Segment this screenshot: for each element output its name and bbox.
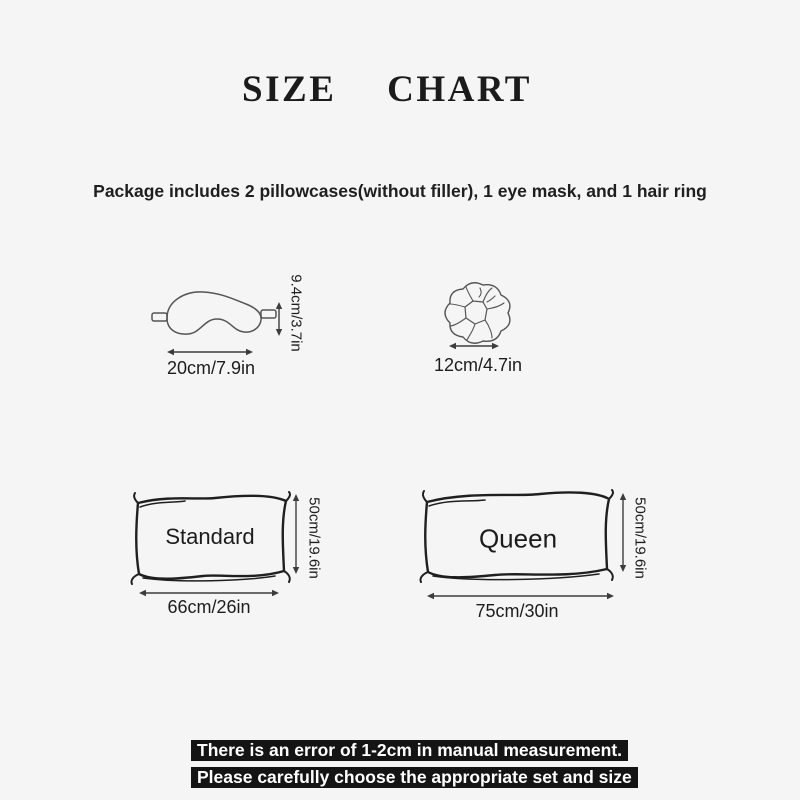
queen-pillow-height-label: 50cm/19.6in <box>631 497 649 579</box>
queen-pillow-label: Queen <box>478 523 558 554</box>
standard-pillow-width-label: 66cm/26in <box>167 597 251 617</box>
page-title: SIZE CHART <box>242 69 532 110</box>
measurement-error-note: There is an error of 1-2cm in manual measurement. <box>191 740 628 761</box>
hair-ring-outline <box>445 283 510 344</box>
eye-mask-outline <box>167 292 261 334</box>
queen-pillow-height-arrow <box>618 493 628 572</box>
eye-mask-width-label: 20cm/7.9in <box>166 358 256 378</box>
queen-pillow-width-arrow <box>427 591 614 601</box>
eye-mask-height-arrow <box>274 302 284 336</box>
hair-ring-width-label: 12cm/4.7in <box>433 355 523 375</box>
eye-mask-left-strap <box>152 313 167 321</box>
standard-pillow-label: Standard <box>165 524 255 549</box>
eye-mask-height-label: 9.4cm/3.7in <box>287 274 305 352</box>
hair-ring-folds <box>450 287 504 340</box>
standard-pillow-height-arrow <box>291 494 301 574</box>
eye-mask-illustration <box>150 288 278 344</box>
queen-pillow-width-label: 75cm/30in <box>475 601 559 621</box>
standard-pillow-height-label: 50cm/19.6in <box>305 497 323 579</box>
hair-ring-hole <box>465 301 487 324</box>
choose-size-note: Please carefully choose the appropriate set and size <box>191 767 638 788</box>
package-description: Package includes 2 pillowcases(without filler), 1 eye mask, and 1 hair ring <box>93 181 707 201</box>
hair-ring-width-arrow <box>449 341 499 351</box>
eye-mask-width-arrow <box>167 347 253 357</box>
